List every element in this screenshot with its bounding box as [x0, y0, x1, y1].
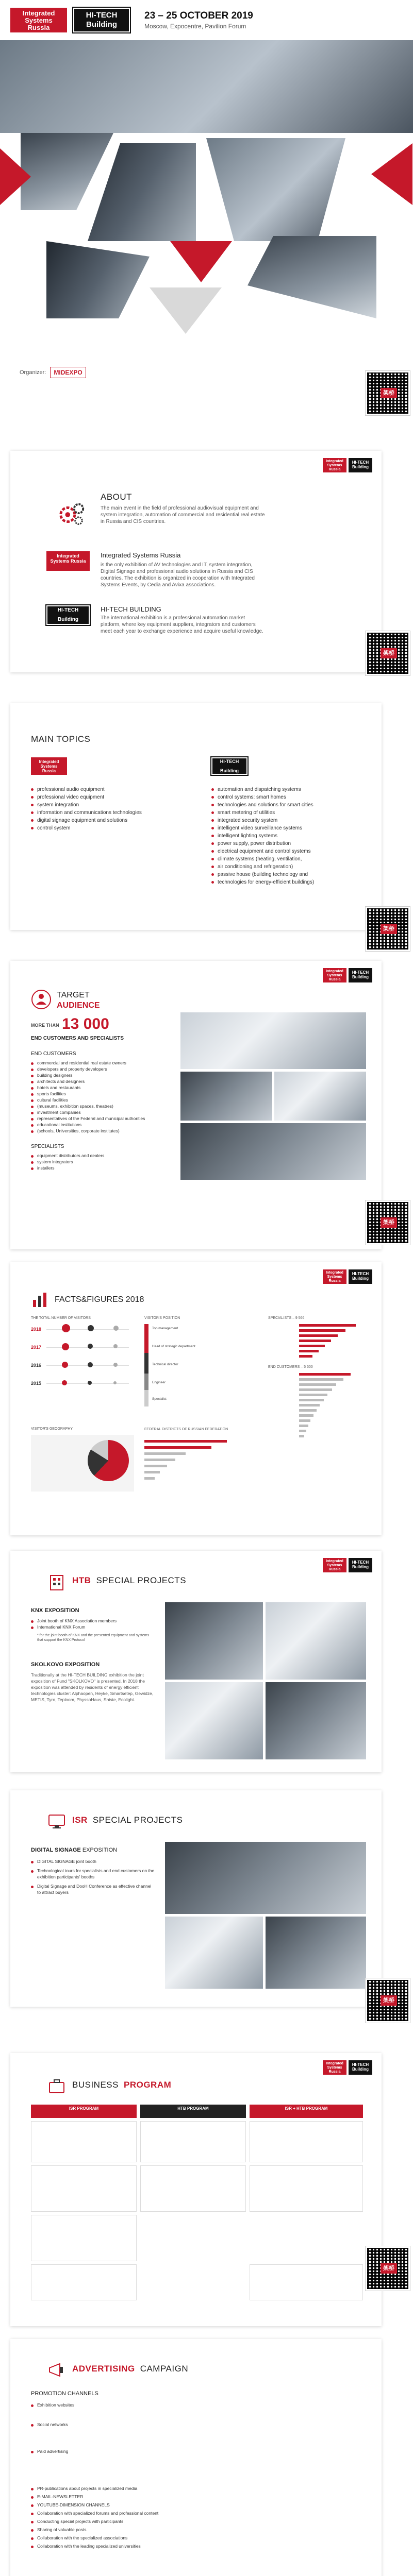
visitor-dot [88, 1362, 93, 1367]
channels-list [31, 2402, 361, 2549]
specialists-list [31, 1153, 180, 1171]
isr-title-rest: SPECIAL PROJECTS [92, 1815, 183, 1825]
end-customers-stat-title: END CUSTOMERS – 5 500 [268, 1365, 313, 1369]
gear-icon [57, 500, 87, 530]
list-item: building designers [31, 1072, 180, 1078]
mini-ht-logo: HI-TECH Building [349, 2060, 372, 2075]
audience-photo-1 [180, 1012, 366, 1069]
channel-item: PR-publications about projects in specialized media [31, 2485, 361, 2492]
advertising-title [72, 2364, 188, 2374]
stat-bar [299, 1394, 327, 1396]
visitor-dot [88, 1344, 93, 1349]
qr-code [366, 371, 410, 415]
chart-icon [31, 1291, 49, 1309]
qr-label: 架桥 [381, 2263, 397, 2274]
htb-projects-section [10, 1551, 382, 1772]
topic-item: control systems: smart homes [211, 793, 366, 801]
position-label: Head of strategic department [152, 1345, 195, 1348]
prog-col-isr: ISR PROGRAM [31, 2105, 137, 2118]
mini-isr-logo: Integrated Systems Russia [323, 458, 346, 472]
topic-item: power supply, power distribution [211, 840, 366, 848]
channel-item: Exhibition websites [31, 2402, 361, 2408]
topic-item: technologies for energy-efficient buildings) [211, 878, 366, 886]
about-intro: The main event in the field of professional audiovisual equipment and system integration, automation of commercial and residential real estate in Russia and CIS countries. [101, 505, 265, 524]
geography-pie [88, 1440, 129, 1481]
channel-item: Collaboration with the leading specialized universities [31, 2543, 361, 2549]
audience-title-b: AUDIENCE [57, 1001, 100, 1010]
federal-bar [144, 1459, 175, 1461]
isr-projects-section [10, 1790, 382, 2007]
channel-item: Social networks [31, 2421, 361, 2428]
federal-bar [144, 1465, 167, 1467]
htb-title [72, 1575, 186, 1586]
knx-list [31, 1618, 150, 1630]
advertising-title-b: CAMPAIGN [140, 2364, 189, 2374]
list-item: cultural facilities [31, 1097, 180, 1103]
htb-photo-1 [165, 1602, 263, 1680]
channel-item: Sharing of valuable posts [31, 2527, 361, 2533]
about-title [101, 492, 132, 502]
audience-caption: END CUSTOMERS AND SPECIALISTS [31, 1036, 124, 1041]
header [0, 0, 413, 40]
year-2016: 2016 [31, 1363, 42, 1368]
business-title-a: BUSINESS [72, 2080, 119, 2090]
position-label: Specialist [152, 1397, 167, 1401]
stat-bar [299, 1419, 310, 1422]
htb-photo-2 [266, 1602, 366, 1680]
list-item: Digital Signage and DooH Conference as effective channel to attract buyers [31, 1883, 155, 1895]
more-than: MORE THAN [31, 1023, 59, 1028]
mini-ht-logo: HI-TECH Building [349, 968, 372, 982]
federal-bar [144, 1446, 211, 1449]
visitor-dot [113, 1363, 118, 1367]
qr-label: 架桥 [381, 924, 397, 934]
topic-item: air conditioning and refrigeration) [211, 863, 366, 871]
qr-code-6 [366, 2246, 410, 2291]
visitors-title: THE TOTAL NUMBER OF VISITORS [31, 1316, 91, 1320]
list-item: (schools, Universities, corporate institutes) [31, 1128, 180, 1134]
list-item: investment companies [31, 1109, 180, 1115]
isr-title-b: ISR [72, 1815, 88, 1825]
business-title-b: PROGRAM [123, 2080, 172, 2090]
date-text: 23 – 25 OCTOBER 2019 [144, 10, 253, 21]
htb-title-b: HTB [72, 1575, 91, 1585]
hero-photo-top [0, 40, 413, 133]
qr-label: 架桥 [381, 648, 397, 658]
prog-cell [250, 2121, 363, 2162]
topic-item: passive house (building technology and [211, 871, 366, 878]
stat-bar [299, 1340, 331, 1342]
ht-text: The international exhibition is a professional automation market platform, where key equipment suppliers, integrators and customers meet each year to exchange experience and acquire useful knowledge. [101, 615, 263, 634]
isr-title [72, 1815, 183, 1825]
ht-title: HI-TECH BUILDING [101, 605, 161, 613]
stat-bar [299, 1414, 313, 1417]
stat-bar [299, 1334, 338, 1337]
stat-bar [299, 1388, 332, 1391]
stat-bar [299, 1378, 343, 1381]
specialists-stat-title: SPECIALISTS – 9 566 [268, 1316, 305, 1320]
prog-cell [31, 2264, 137, 2300]
htb-mini-logos [323, 1558, 372, 1572]
channel-item: YOUTUBE-DIMENSION CHANNELS [31, 2502, 361, 2508]
prog-cell [140, 2165, 246, 2212]
topic-item: professional video equipment [31, 793, 196, 801]
prog-col-both: ISR + HTB PROGRAM [250, 2105, 363, 2118]
list-item: International KNX Forum [31, 1624, 150, 1630]
about-section [10, 451, 382, 672]
skolkovo-title: SKOLKOVO EXPOSITION [31, 1662, 100, 1668]
specialists-title: SPECIALISTS [31, 1144, 64, 1149]
mini-isr-logo: Integrated Systems Russia [323, 968, 346, 982]
position-title: VISITOR'S POSITION [144, 1316, 180, 1320]
visitor-dot [113, 1381, 117, 1384]
audience-icon [31, 989, 52, 1010]
audience-photo-2 [180, 1072, 272, 1121]
isr-title: Integrated Systems Russia [101, 551, 181, 559]
ds-title-wrap [31, 1847, 117, 1853]
list-item: installers [31, 1165, 180, 1171]
stat-bar [299, 1404, 320, 1406]
main-topics-section [10, 703, 382, 930]
list-item: system integrators [31, 1159, 180, 1165]
topic-item: digital signage equipment and solutions [31, 817, 196, 824]
topic-item: integrated security system [211, 817, 366, 824]
isr-logo: Integrated Systems Russia [10, 8, 67, 32]
qr-code-4 [366, 1200, 410, 1245]
about-isr-logo: Integrated Systems Russia [46, 551, 90, 571]
audience-number: 13 000 [62, 1015, 109, 1032]
geography-box [31, 1435, 134, 1492]
stat-bar [299, 1435, 304, 1437]
visitor-dot [88, 1381, 92, 1385]
facts-title: FACTS&FIGURES 2018 [55, 1295, 144, 1304]
audience-mini-logos [323, 968, 372, 982]
isr-photo-2 [165, 1917, 263, 1989]
list-item: Joint booth of KNX Association members [31, 1618, 150, 1624]
isr-topics-list [31, 786, 196, 832]
topic-item: climate systems (heating, ventilation, [211, 855, 366, 863]
end-customers-list [31, 1060, 180, 1134]
mini-isr-logo: Integrated Systems Russia [323, 2060, 346, 2075]
list-item: developers and property developers [31, 1066, 180, 1072]
topic-item: system integration [31, 801, 196, 809]
qr-code-5 [366, 1978, 410, 2023]
business-section [10, 2053, 382, 2326]
stat-bar [299, 1324, 356, 1327]
geography-title: VISITOR'S GEOGRAPHY [31, 1427, 73, 1431]
facts-mini-logos [323, 1269, 372, 1284]
visitor-dot [62, 1380, 67, 1385]
ds-title-rest: EXPOSITION [82, 1847, 118, 1853]
knx-note: * for the joint booth of KNX and the presented equipment and systems that support the KNX Protocol [37, 1634, 150, 1642]
audience-section [10, 961, 382, 1249]
ds-title: DIGITAL SIGNAGE [31, 1847, 81, 1853]
monitor-icon [46, 1811, 67, 1832]
about-mini-logos [323, 458, 372, 472]
federal-bar [144, 1471, 160, 1473]
mini-isr-logo: Integrated Systems Russia [323, 1558, 346, 1572]
isr-photo-3 [266, 1917, 366, 1989]
topics-heading: MAIN TOPICS [31, 734, 91, 744]
end-customers-title: END CUSTOMERS [31, 1051, 76, 1057]
building-icon [46, 1571, 67, 1592]
audience-photo-3 [274, 1072, 366, 1121]
federal-bar [144, 1477, 155, 1480]
qr-code-2 [366, 631, 410, 675]
about-heading: ABOUT [101, 492, 133, 502]
stat-bar [299, 1399, 324, 1401]
isr-photo-1 [165, 1842, 366, 1914]
topic-item: information and communications technologies [31, 809, 196, 817]
channels-title: PROMOTION CHANNELS [31, 2391, 98, 2397]
list-item: Technological tours for specialists and end customers on the exhibition participants' booths [31, 1868, 155, 1880]
mini-ht-logo: HI-TECH Building [349, 458, 372, 472]
stat-bar [299, 1345, 325, 1347]
htb-photo-3 [165, 1682, 263, 1759]
audience-photo-4 [180, 1123, 366, 1180]
prog-cell [31, 2215, 137, 2261]
topic-item: automation and dispatching systems [211, 786, 366, 793]
prog-cell [31, 2121, 137, 2162]
visitor-dot [62, 1324, 70, 1332]
stat-bar [299, 1409, 317, 1412]
advertising-section [10, 2339, 382, 2576]
stat-bar [299, 1373, 351, 1376]
federal-title: FEDERAL DISTRICTS OF RUSSIAN FEDERATION [144, 1428, 228, 1431]
list-item: representatives of the Federal and municipal authorities [31, 1115, 180, 1122]
list-item: sports facilities [31, 1091, 180, 1097]
mini-ht-logo: HI-TECH Building [349, 1558, 372, 1572]
topic-item: intelligent lighting systems [211, 832, 366, 840]
audience-title-a: TARGET [57, 991, 90, 999]
midexpo-logo: MIDEXPO [50, 367, 86, 378]
topic-item: smart metering of utilities [211, 809, 366, 817]
year-2015: 2015 [31, 1381, 42, 1386]
channel-item: Conducting special projects with participants [31, 2518, 361, 2524]
prog-cell [140, 2121, 246, 2162]
topic-item: technologies and solutions for smart cities [211, 801, 366, 809]
qr-label: 架桥 [381, 388, 397, 398]
list-item: hotels and restaurants [31, 1084, 180, 1091]
visitor-dot [113, 1326, 119, 1331]
stat-bar [299, 1430, 306, 1432]
channel-item: Collaboration with specialized forums and professional content [31, 2510, 361, 2516]
list-item: DIGITAL SIGNAGE joint booth [31, 1858, 155, 1865]
position-label: Top management [152, 1327, 178, 1330]
topics-title [31, 734, 90, 744]
briefcase-icon [46, 2076, 67, 2097]
prog-cell [250, 2264, 363, 2300]
htb-title-rest: SPECIAL PROJECTS [96, 1575, 187, 1585]
year-2017: 2017 [31, 1345, 42, 1350]
ds-list [31, 1858, 155, 1895]
knx-title: KNX EXPOSITION [31, 1607, 79, 1614]
qr-code-3 [366, 907, 410, 951]
prog-cell [250, 2165, 363, 2212]
organizer-label: Organizer: [20, 369, 46, 376]
channel-item: Collaboration with the specialized associations [31, 2535, 361, 2541]
hitech-building-logo: HI-TECH Building [73, 8, 130, 32]
federal-bar [144, 1440, 227, 1443]
stat-bar [299, 1355, 312, 1358]
visitor-dot [88, 1325, 94, 1331]
advertising-title-a: ADVERTISING [72, 2364, 135, 2374]
about-ht-logo: HI-TECH Building [46, 605, 90, 625]
qr-label: 架桥 [381, 1217, 397, 1228]
federal-bar [144, 1452, 186, 1455]
position-label: Technical director [152, 1363, 178, 1366]
visitor-dot [62, 1362, 68, 1368]
channel-item: Paid advertising [31, 2448, 361, 2454]
organizer [20, 367, 86, 378]
topics-isr-logo: Integrated Systems Russia [31, 757, 67, 775]
mini-ht-logo: HI-TECH Building [349, 1269, 372, 1284]
topic-item: professional audio equipment [31, 786, 196, 793]
stat-bar [299, 1350, 319, 1352]
stat-bar [299, 1383, 336, 1386]
hero-collage [0, 40, 413, 349]
list-item: architects and designers [31, 1078, 180, 1084]
channel-item: E-MAIL-NEWSLETTER [31, 2494, 361, 2500]
year-2018: 2018 [31, 1327, 42, 1332]
list-item: equipment distributors and dealers [31, 1153, 180, 1159]
skolkovo-text: Traditionally at the HI-TECH BUILDING exhibition the joint exposition of Fund "SKOLKOVO" is presented. In 2018 the exposition was attended by residents of energy efficient technologies cluster: Alphaopen, Heyke, Smartsetep, Gewidze, METIS, Tyro, Teploom, PhyssoHaus, Shiste, Ecolight. [31, 1672, 154, 1702]
stat-bar [299, 1425, 308, 1427]
topic-item: control system [31, 824, 196, 832]
mini-isr-logo: Integrated Systems Russia [323, 1269, 346, 1284]
prog-col-htb: HTB PROGRAM [140, 2105, 246, 2118]
prog-cell [31, 2165, 137, 2212]
visitor-dot [62, 1343, 69, 1350]
visitor-dot [113, 1344, 118, 1348]
htb-photo-4 [266, 1682, 366, 1759]
venue-text: Moscow, Expocentre, Pavilion Forum [144, 23, 246, 30]
business-title [72, 2080, 171, 2090]
topics-ht-logo: HI-TECH Building [211, 757, 247, 775]
list-item: (museums, exhibition spaces, theatres) [31, 1103, 180, 1109]
event-date [144, 10, 253, 30]
topic-item: electrical equipment and control systems [211, 848, 366, 855]
qr-label: 架桥 [381, 1995, 397, 2006]
stat-bar [299, 1329, 345, 1332]
facts-section [10, 1262, 382, 1535]
megaphone-icon [46, 2360, 67, 2380]
htb-topics-list [211, 786, 366, 886]
isr-text: is the only exhibition of AV technologies and IT, system integration, Digital Signage and professional audio solutions in Russia and CIS countries. The exhibition is organized in cooperation with Integrated Systems Events, by Cedia and Avixa associations. [101, 562, 255, 588]
list-item: commercial and residential real estate owners [31, 1060, 180, 1066]
list-item: educational institutions [31, 1122, 180, 1128]
topic-item: intelligent video surveillance systems [211, 824, 366, 832]
position-label: Engineer [152, 1381, 166, 1384]
business-mini-logos [323, 2060, 372, 2075]
position-bar [144, 1324, 148, 1406]
